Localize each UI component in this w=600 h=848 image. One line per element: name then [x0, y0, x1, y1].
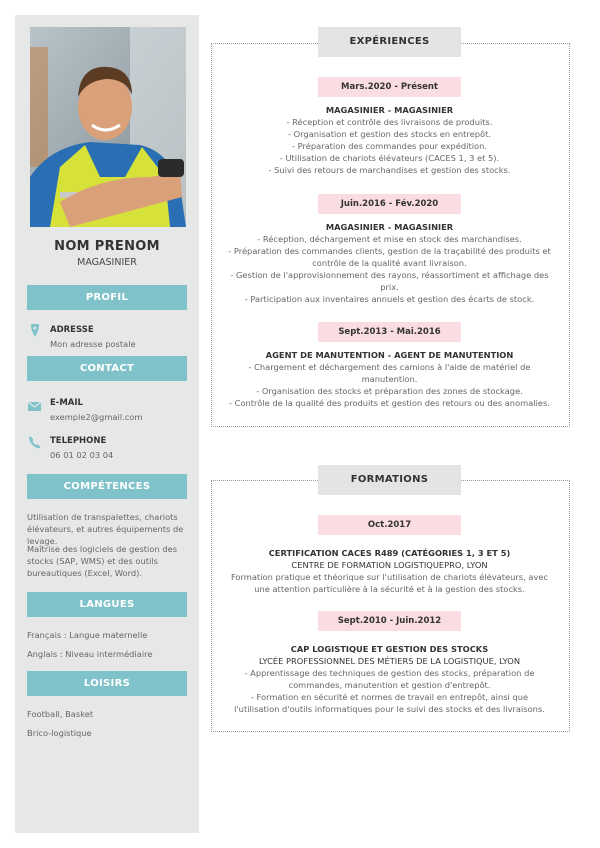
experience-entry — [228, 104, 551, 176]
formation-date: Oct.2017 — [318, 515, 461, 535]
experience-line: - Préparation des commandes pour expédition. — [292, 141, 487, 151]
language-item: Français : Langue maternelle — [27, 630, 148, 640]
phone-icon — [27, 435, 43, 449]
formation-entry — [228, 643, 551, 715]
experience-date: Sept.2013 - Mai.2016 — [318, 322, 461, 342]
formation-school: LYCÉE PROFESSIONNEL DES MÉTIERS DE LA LOGISTIQUE, LYON — [258, 656, 521, 666]
experience-line: - Réception, déchargement et mise en stock des marchandises. — [257, 234, 522, 244]
formation-title: CAP LOGISTIQUE ET GESTION DES STOCKS — [290, 644, 489, 654]
candidate-name: NOM PRENOM — [54, 239, 160, 254]
address-value: Mon adresse postale — [50, 339, 136, 349]
section-header-profil: PROFIL — [27, 285, 187, 310]
experience-line: - Contrôle de la qualité des produits et gestion des retours ou des anomalies. — [229, 398, 550, 408]
envelope-icon — [27, 400, 43, 414]
experience-title: MAGASINIER - MAGASINIER — [325, 222, 454, 232]
address-label: ADRESSE — [50, 325, 94, 335]
email-value[interactable]: exemple2@gmail.com — [50, 412, 143, 422]
experience-title: MAGASINIER - MAGASINIER — [325, 105, 454, 115]
formation-entry — [228, 547, 551, 595]
experience-line: - Participation aux inventaires annuels et gestion des écarts de stock. — [244, 294, 535, 304]
experience-line: - Suivi des retours de marchandises et gestion des stocks. — [268, 165, 511, 175]
experience-line: - Organisation et gestion des stocks en entrepôt. — [288, 129, 491, 139]
formation-school: CENTRE DE FORMATION LOGISTIQUEPRO, LYON — [291, 560, 488, 570]
formation-line: - Apprentissage des techniques de gestion des stocks, préparation de commandes, manutention et gestion d'entrepôt. — [244, 668, 535, 690]
experience-line: - Utilisation de chariots élévateurs (CACES 1, 3 et 5). — [279, 153, 500, 163]
experience-entry — [228, 349, 551, 409]
hobby-item: Football, Basket — [27, 709, 94, 719]
section-header-langues: LANGUES — [27, 592, 187, 617]
experience-line: - Gestion de l'approvisionnement des rayons, réassortiment et affichage des prix. — [230, 270, 549, 292]
section-header-formations: FORMATIONS — [318, 465, 461, 495]
formation-line: - Formation en sécurité et normes de travail en entrepôt, ainsi que l'utilisation d'outils informatiques pour le suivi des stocks et des livraisons. — [234, 692, 545, 714]
sidebar — [15, 15, 199, 833]
candidate-job-title: MAGASINIER — [77, 257, 137, 268]
experience-line: - Préparation des commandes clients, gestion de la traçabilité des produits et contrôle de la qualité avant livraison. — [228, 246, 551, 268]
section-header-loisirs: LOISIRS — [27, 671, 187, 696]
location-pin-icon — [27, 324, 43, 338]
hobby-item: Brico-logistique — [27, 728, 92, 738]
email-label: E-MAIL — [50, 398, 83, 408]
section-header-experiences: EXPÉRIENCES — [318, 27, 461, 57]
skill-item: Utilisation de transpalettes, chariots élévateurs, et autres équipements de levage. — [27, 512, 184, 546]
experience-date: Mars.2020 - Présent — [318, 77, 461, 97]
formation-title: CERTIFICATION CACES R489 (CATÉGORIES 1, 3 ET 5) — [268, 548, 511, 558]
section-header-competences: COMPÉTENCES — [27, 474, 187, 499]
experience-date: Juin.2016 - Fév.2020 — [318, 194, 461, 214]
experience-line: - Organisation des stocks et préparation des zones de stockage. — [256, 386, 523, 396]
experience-line: - Réception et contrôle des livraisons de produits. — [286, 117, 493, 127]
formation-date: Sept.2010 - Juin.2012 — [318, 611, 461, 631]
phone-label: TELEPHONE — [50, 436, 107, 446]
experience-title: AGENT DE MANUTENTION - AGENT DE MANUTENTION — [265, 350, 514, 360]
section-header-contact: CONTACT — [27, 356, 187, 381]
phone-value[interactable]: 06 01 02 03 04 — [50, 450, 114, 460]
skill-item: Maîtrise des logiciels de gestion des stocks (SAP, WMS) et des outils bureautiques (Excel, Word). — [27, 544, 178, 578]
experience-line: - Chargement et déchargement des camions à l'aide de matériel de manutention. — [248, 362, 531, 384]
experience-entry — [228, 221, 551, 305]
language-item: Anglais : Niveau intermédiaire — [27, 649, 153, 659]
formation-line: Formation pratique et théorique sur l'utilisation de chariots élévateurs, avec une attention particulière à la sécurité et à la gestion des stocks. — [230, 572, 549, 594]
profile-photo — [30, 27, 186, 227]
